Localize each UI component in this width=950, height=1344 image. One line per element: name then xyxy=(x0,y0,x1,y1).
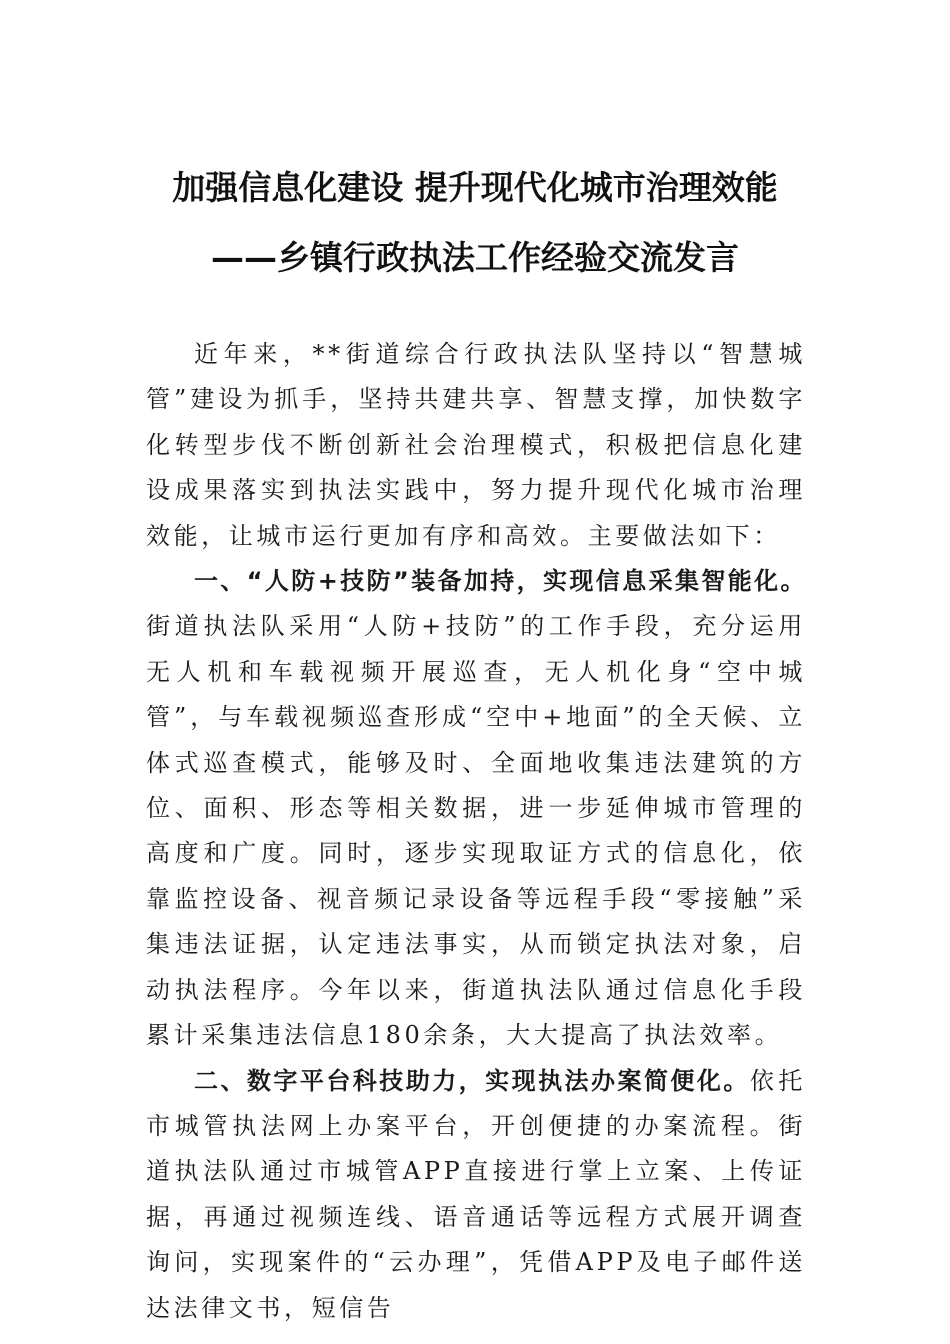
document-subtitle: ——乡镇行政执法工作经验交流发言 xyxy=(211,238,739,277)
section-heading: 一、“人防+技防”装备加持，实现信息采集智能化。 xyxy=(194,567,806,596)
paragraph-section-1 xyxy=(146,559,806,1058)
section-heading: 二、数字平台科技助力，实现执法办案简便化。 xyxy=(194,1066,750,1095)
paragraph-text: 近年来，**街道综合行政执法队坚持以“智慧城管”建设为抓手，坚持共建共享、智慧支撑，加快数字化转型步伐不断创新社会治理模式，积极把信息化建设成果落实到执法实践中，努力提升现代化城市治理效能，让城市运行更加有序和高效。主要做法如下： xyxy=(146,340,806,550)
paragraph-section-2 xyxy=(146,1059,806,1331)
paragraph-text: 街道执法队采用“人防+技防”的工作手段，充分运用无人机和车载视频开展巡查，无人机化身“空中城管”，与车载视频巡查形成“空中+地面”的全天候、立体式巡查模式，能够及时、全面地收集违法建筑的方位、面积、形态等相关数据，进一步延伸城市管理的高度和广度。同时，逐步实现取证方式的信息化，依靠监控设备、视音频记录设备等远程手段“零接触”采集违法证据，认定违法事实，从而锁定执法对象，启动执法程序。今年以来，街道执法队通过信息化手段累计采集违法信息180余条，大大提高了执法效率。 xyxy=(146,612,806,1050)
document-body xyxy=(146,332,806,1331)
paragraph-text: 依托市城管执法网上办案平台，开创便捷的办案流程。街道执法队通过市城管APP直接进行掌上立案、上传证据，再通过视频连线、语音通话等远程方式展开调查询问，实现案件的“云办理”，凭借APP及电子邮件送达法律文书，短信告 xyxy=(146,1066,806,1322)
document-title: 加强信息化建设 提升现代化城市治理效能 xyxy=(172,168,778,207)
paragraph-intro xyxy=(146,332,806,559)
